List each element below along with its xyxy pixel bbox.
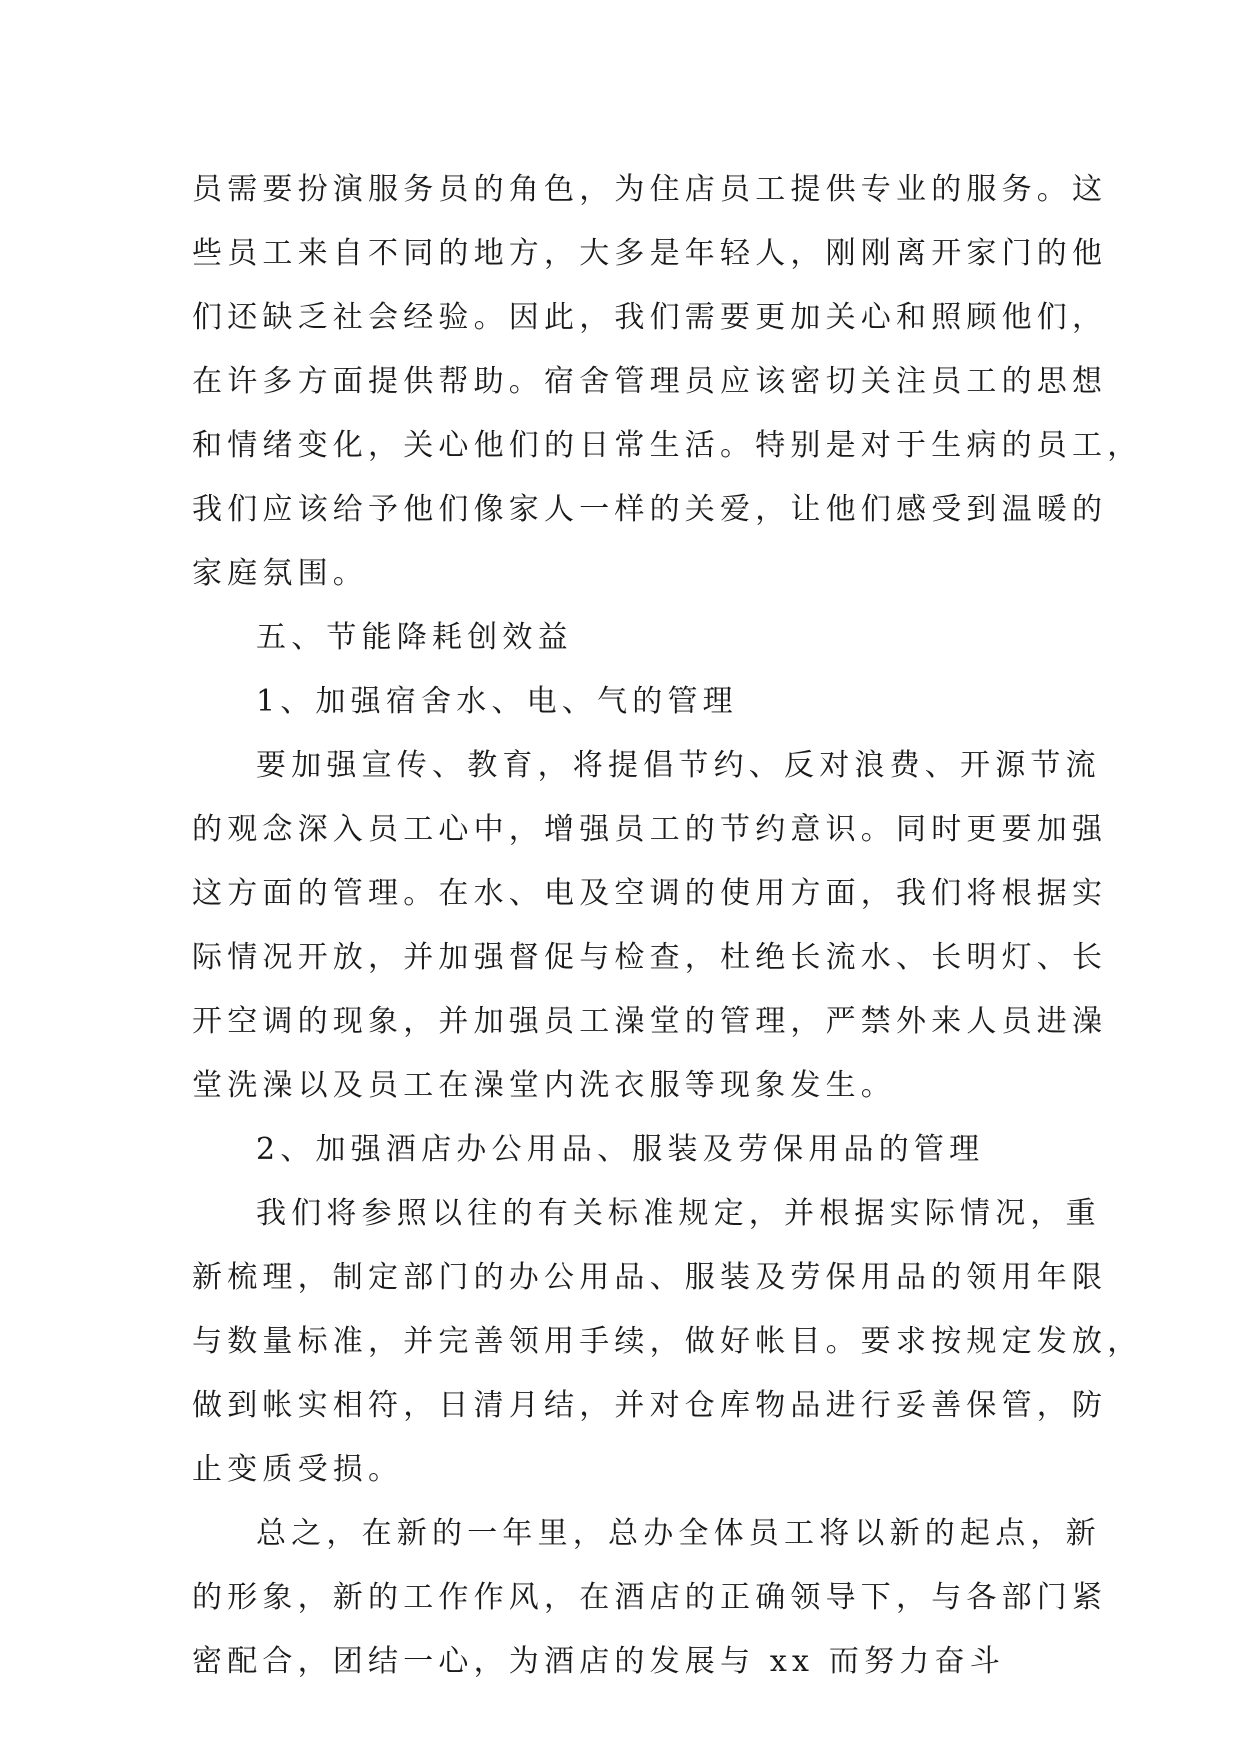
text-line: 际情况开放，并加强督促与检查，杜绝长流水、长明灯、长 (192, 940, 1108, 975)
text-line: 密配合，团结一心，为酒店的发展与 xx 而努力奋斗 (192, 1644, 1005, 1679)
text-line: 和情绪变化，关心他们的日常生活。特别是对于生病的员工， (192, 428, 1143, 463)
text-line: 与数量标准，并完善领用手续，做好帐目。要求按规定发放， (192, 1324, 1143, 1359)
section-heading: 五、节能降耗创效益 (256, 620, 573, 655)
text-line: 我们将参照以往的有关标准规定，并根据实际情况，重 (256, 1196, 1101, 1231)
text-line: 的观念深入员工心中，增强员工的节约意识。同时更要加强 (192, 812, 1108, 847)
text-line: 这方面的管理。在水、电及空调的使用方面，我们将根据实 (192, 876, 1108, 911)
text-line: 要加强宣传、教育，将提倡节约、反对浪费、开源节流 (256, 748, 1101, 783)
text-line: 堂洗澡以及员工在澡堂内洗衣服等现象发生。 (192, 1068, 896, 1103)
text-line: 家庭氛围。 (192, 556, 368, 591)
text-line: 新梳理，制定部门的办公用品、服装及劳保用品的领用年限 (192, 1260, 1108, 1295)
text-line: 的形象，新的工作作风，在酒店的正确领导下，与各部门紧 (192, 1580, 1108, 1615)
text-line: 我们应该给予他们像家人一样的关爱，让他们感受到温暖的 (192, 492, 1108, 527)
item2-heading: 2、加强酒店办公用品、服装及劳保用品的管理 (256, 1132, 985, 1167)
document-body (192, 158, 1143, 1694)
text-line: 在许多方面提供帮助。宿舍管理员应该密切关注员工的思想 (192, 364, 1108, 399)
text-line: 做到帐实相符，日清月结，并对仓库物品进行妥善保管，防 (192, 1388, 1108, 1423)
item1-heading: 1、加强宿舍水、电、气的管理 (256, 684, 738, 719)
text-line: 止变质受损。 (192, 1452, 404, 1487)
text-line: 开空调的现象，并加强员工澡堂的管理，严禁外来人员进澡 (192, 1004, 1108, 1039)
text-line: 总之，在新的一年里，总办全体员工将以新的起点，新 (256, 1516, 1101, 1551)
text-line: 们还缺乏社会经验。因此，我们需要更加关心和照顾他们， (192, 300, 1108, 335)
text-line: 员需要扮演服务员的角色，为住店员工提供专业的服务。这 (192, 172, 1108, 207)
text-line: 些员工来自不同的地方，大多是年轻人，刚刚离开家门的他 (192, 236, 1108, 271)
